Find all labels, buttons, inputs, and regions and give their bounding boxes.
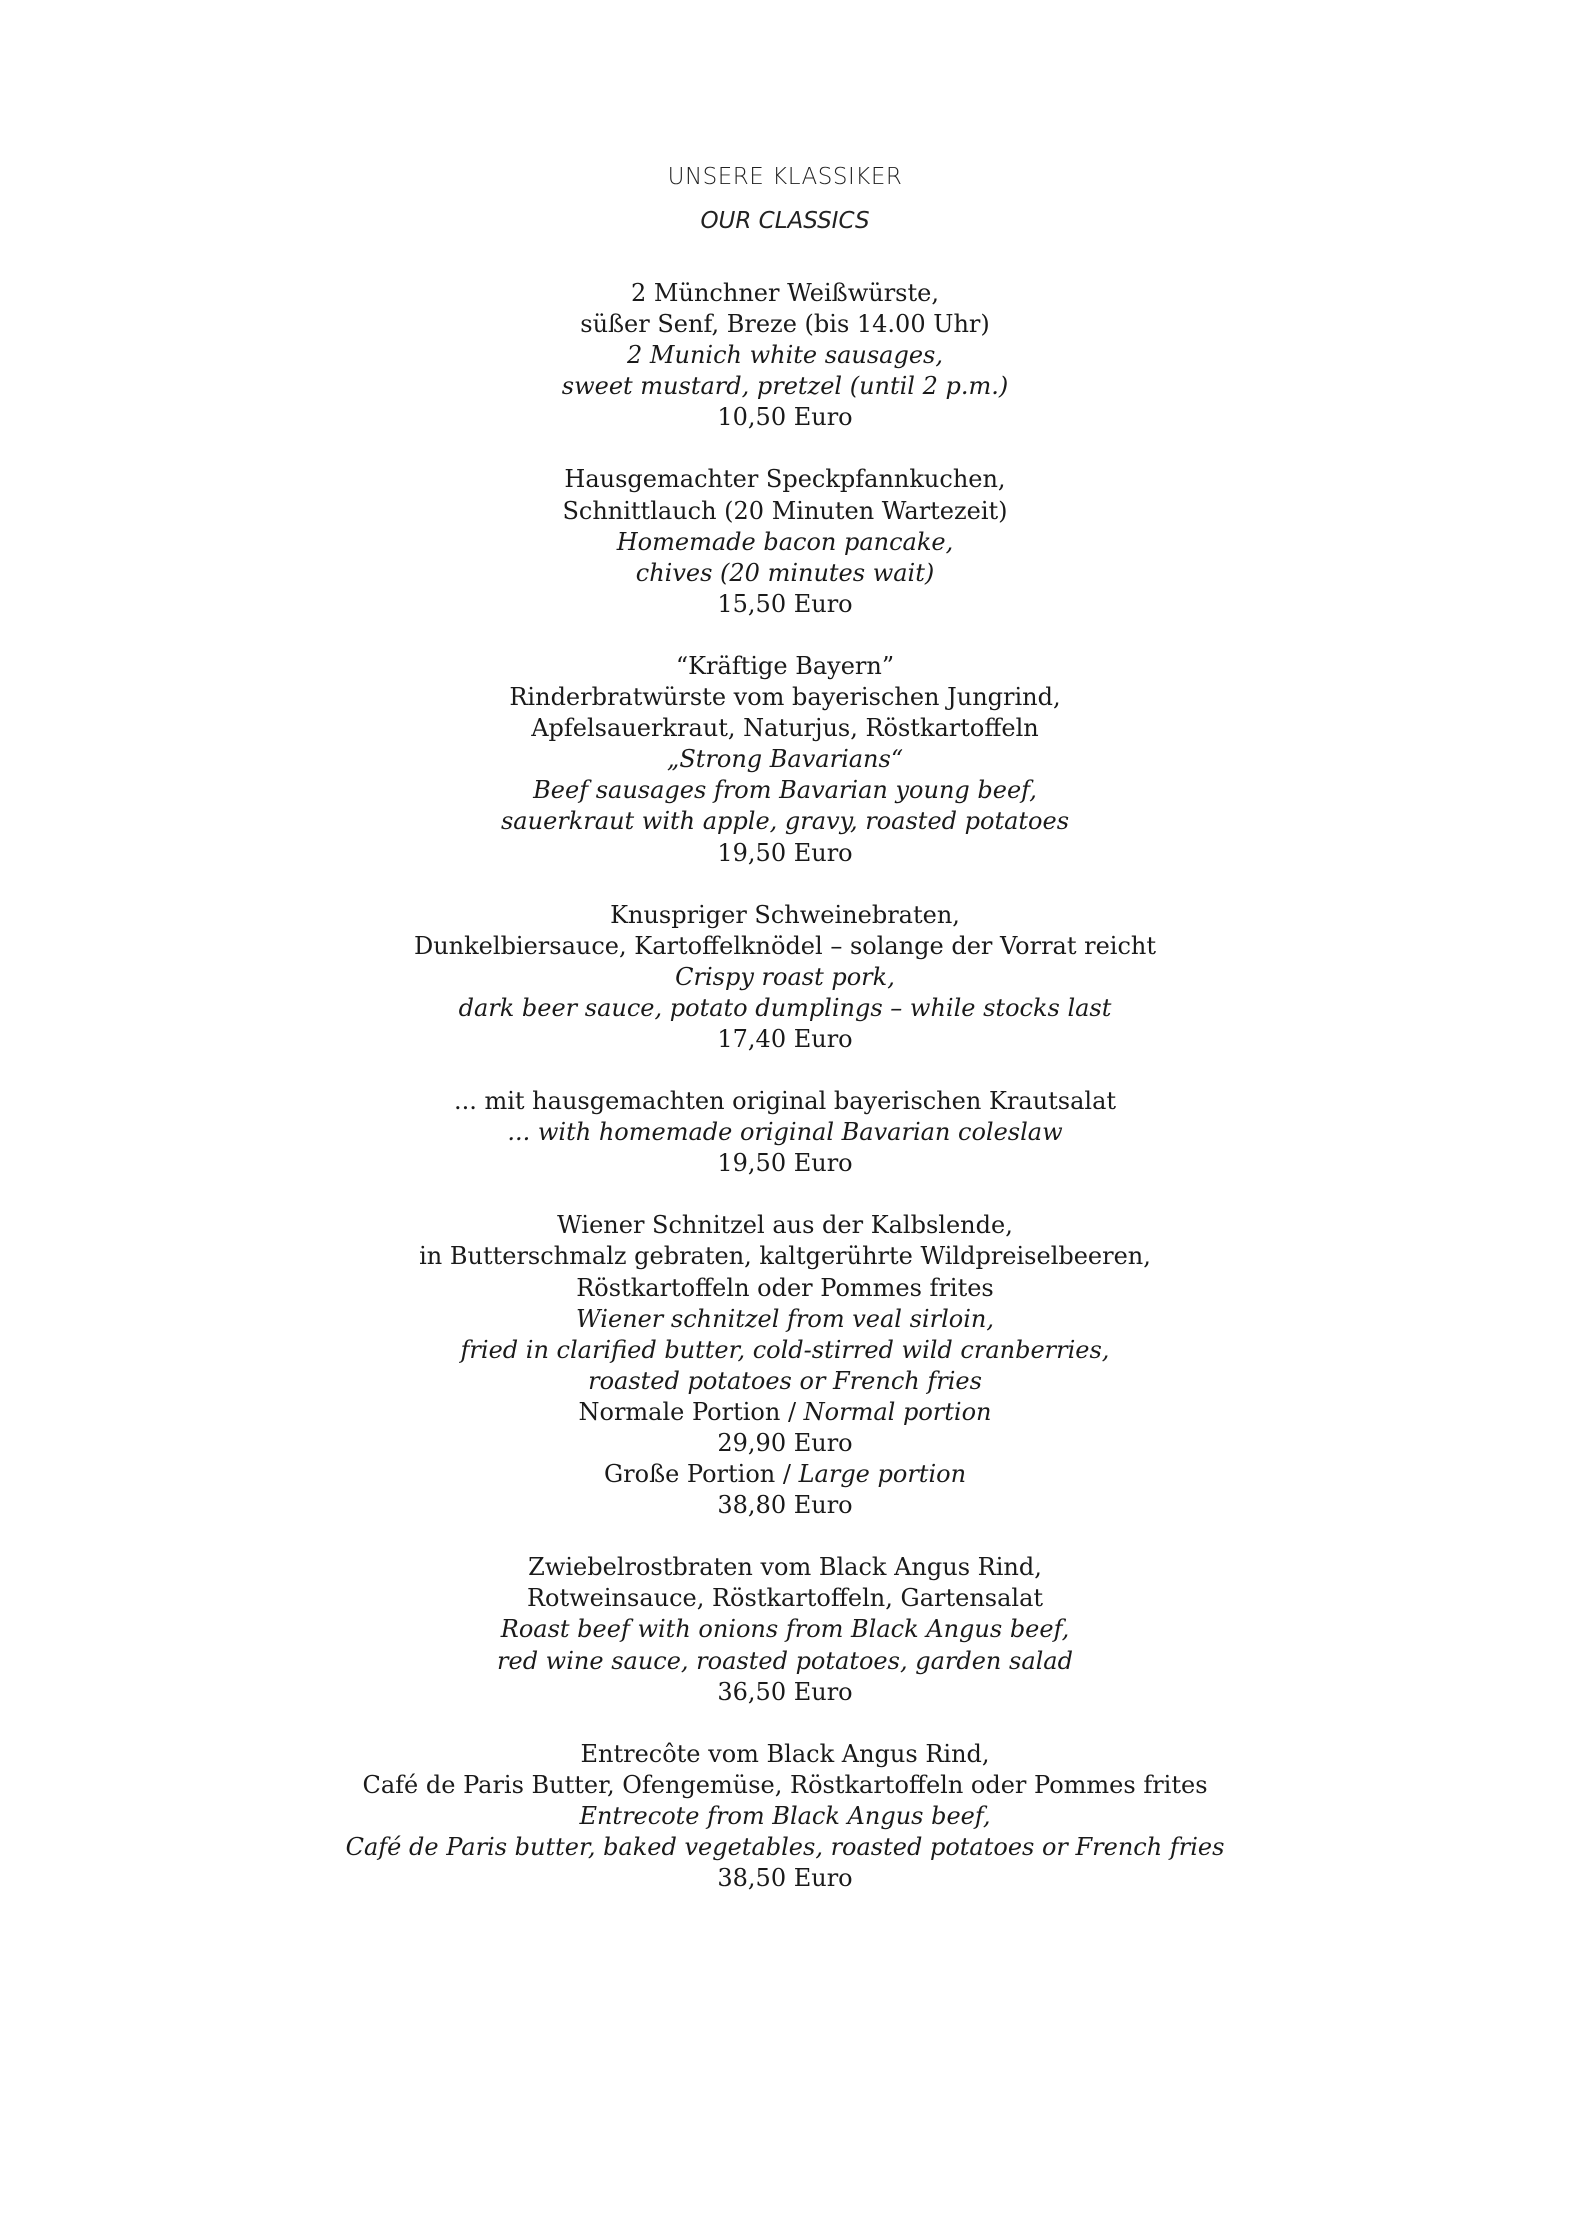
portion-label-en: Large portion <box>798 1460 967 1489</box>
dish-description-en: 2 Munich white sausages, <box>627 341 943 370</box>
dish-description-en: Beef sausages from Bavarian young beef, <box>533 776 1037 805</box>
menu-item <box>0 900 1570 1055</box>
dish-description-de: süßer Senf, Breze (bis 14.00 Uhr) <box>580 310 990 339</box>
dish-description-de: 2 Münchner Weißwürste, <box>631 279 939 307</box>
portion-label: Normale Portion / Normal portion <box>578 1397 992 1426</box>
dish-description-de: in Butterschmalz gebraten, kaltgerührte Wildpreiselbeeren, <box>419 1242 1151 1271</box>
dish-description-de: “Kräftige Bayern” <box>675 651 895 680</box>
dish-description-de: Rotweinsauce, Röstkartoffeln, Gartensalat <box>526 1584 1044 1613</box>
menu-item <box>0 651 1570 869</box>
dish-description-de: Wiener Schnitzel aus der Kalbslende, <box>557 1211 1013 1240</box>
menu-item <box>0 1086 1570 1179</box>
dish-description-de: Knuspriger Schweinebraten, <box>610 900 960 929</box>
price: 29,90 Euro <box>717 1429 853 1457</box>
dish-description-en: roasted potatoes or French fries <box>588 1366 982 1395</box>
section-subtitle: OUR CLASSICS <box>700 208 870 234</box>
dish-description-de: Rinderbratwürste vom bayerischen Jungrind, <box>509 683 1061 712</box>
dish-description-de: Dunkelbiersauce, Kartoffelknödel – solange der Vorrat reicht <box>413 931 1157 960</box>
dish-description-en: red wine sauce, roasted potatoes, garden salad <box>497 1646 1073 1675</box>
price: 19,50 Euro <box>717 1149 853 1178</box>
price: 36,50 Euro <box>717 1677 853 1706</box>
menu-item <box>0 1739 1570 1894</box>
menu-item <box>0 1552 1570 1707</box>
dish-description-en: Wiener schnitzel from veal sirloin, <box>576 1304 994 1333</box>
portion-label-en: Normal portion <box>803 1397 992 1426</box>
dish-description-en: Café de Paris butter, baked vegetables, roasted potatoes or French fries <box>345 1833 1225 1862</box>
dish-description-en: Entrecote from Black Angus beef, <box>579 1801 991 1830</box>
portion-label-de: Normale Portion <box>578 1397 781 1426</box>
menu-item <box>0 278 1570 433</box>
dish-description-en: „Strong Bavarians“ <box>666 745 904 774</box>
dish-description-de: Zwiebelrostbraten vom Black Angus Rind, <box>528 1553 1042 1582</box>
dish-description-en: ... with homemade original Bavarian coleslaw <box>507 1118 1063 1147</box>
price: 19,50 Euro <box>717 838 853 867</box>
portion-label: Große Portion / Large portion <box>603 1460 967 1489</box>
price: 10,50 Euro <box>717 403 853 432</box>
price: 17,40 Euro <box>717 1024 853 1053</box>
dish-description-de: Entrecôte vom Black Angus Rind, <box>580 1739 990 1768</box>
menu-header <box>0 160 1570 238</box>
dish-description-en: chives (20 minutes wait) <box>635 558 935 587</box>
dish-description-de: Röstkartoffeln oder Pommes frites <box>576 1273 994 1302</box>
dish-description-en: Crispy roast pork, <box>675 962 895 991</box>
dish-description-en: Roast beef with onions from Black Angus beef, <box>500 1615 1070 1644</box>
dish-description-de: Hausgemachter Speckpfannkuchen, <box>564 465 1006 494</box>
menu-item <box>0 1210 1570 1521</box>
dish-description-en: Homemade bacon pancake, <box>616 527 954 556</box>
dish-description-en: sweet mustard, pretzel (until 2 p.m.) <box>561 372 1009 401</box>
dish-description-de: Schnittlauch (20 Minuten Wartezeit) <box>562 496 1008 525</box>
dish-description-en: sauerkraut with apple, gravy, roasted potatoes <box>500 807 1070 836</box>
menu-list <box>0 278 1570 1925</box>
dish-description-de: Apfelsauerkraut, Naturjus, Röstkartoffeln <box>531 714 1039 743</box>
dish-description-en: dark beer sauce, potato dumplings – while stocks last <box>458 993 1112 1022</box>
dish-description-de: Café de Paris Butter, Ofengemüse, Röstkartoffeln oder Pommes frites <box>362 1770 1208 1799</box>
portion-label-de: Große Portion <box>603 1460 776 1489</box>
price: 38,80 Euro <box>717 1491 853 1520</box>
section-title: UNSERE KLASSIKER <box>667 164 903 190</box>
menu-item <box>0 464 1570 619</box>
price: 15,50 Euro <box>717 589 853 618</box>
price: 38,50 Euro <box>717 1864 853 1893</box>
dish-description-de: ... mit hausgemachten original bayerischen Krautsalat <box>453 1087 1117 1116</box>
dish-description-en: fried in clarified butter, cold-stirred wild cranberries, <box>460 1335 1110 1364</box>
